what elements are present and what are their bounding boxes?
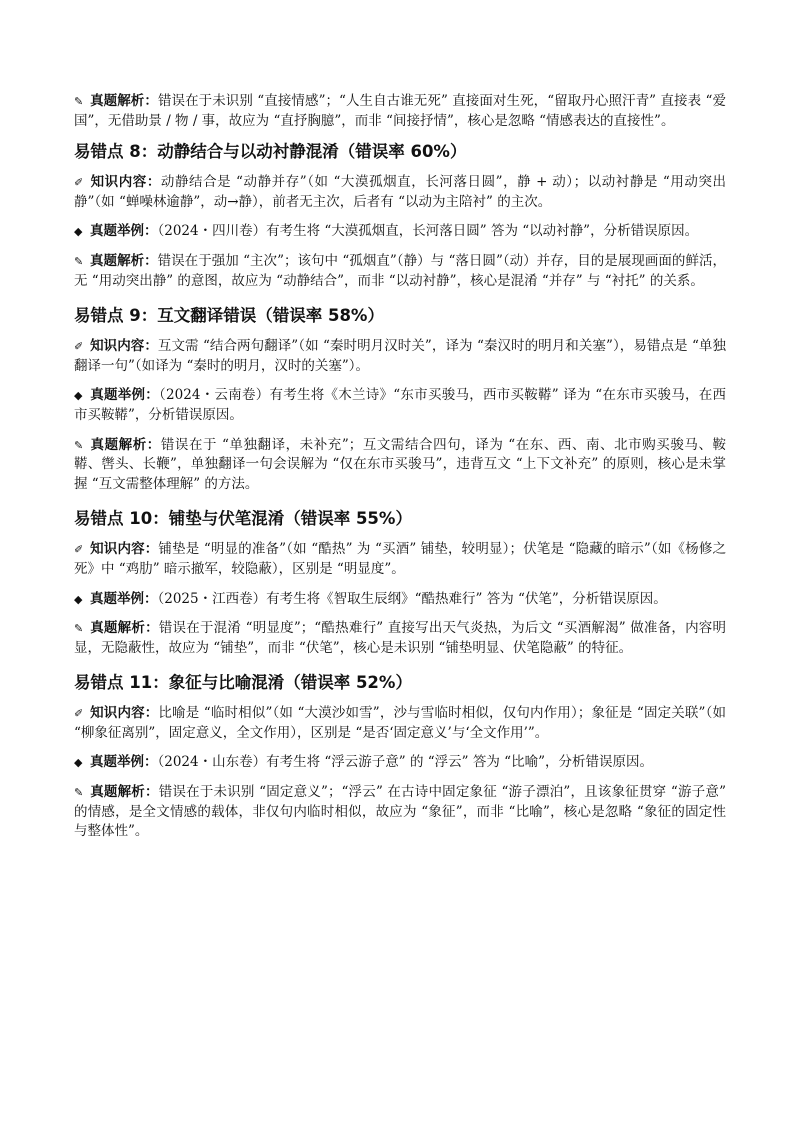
knowledge-label: 知识内容： — [90, 338, 158, 355]
pencil-icon: ✎ — [74, 622, 84, 636]
example-paragraph — [74, 222, 726, 242]
diamond-bullet-icon: ◆ — [74, 756, 83, 770]
pen-icon: ✐ — [74, 176, 84, 190]
example-label: 真题举例： — [90, 754, 158, 771]
knowledge-text: 互文需 “结合两句翻译”（如 “秦时明月汉时关”，译为 “秦汉时的明月和关塞”），易错点是 “单独翻译一句”（如译为 “秦时的明月，汉时的关塞”）。 — [74, 338, 726, 374]
knowledge-paragraph — [74, 704, 726, 743]
example-text: （2024・云南卷）有考生将《木兰诗》“东市买骏马，西市买鞍鞯” 译为 “在东市买骏马，在西市买鞍鞯”，分析错误原因。 — [74, 387, 726, 423]
analysis-text: 错误在于未识别 “固定意义”；“浮云” 在古诗中固定象征 “游子漂泊”，且该象征贯穿 “游子意” 的情感，是全文情感的载体，非仅句内临时相似，故应为 “象征”，而非 “比喻”，核心是忽略 “象征的固定性与整体性”。 — [74, 784, 726, 840]
example-label: 真题举例： — [90, 387, 160, 404]
example-text: （2025・江西卷）有考生将《智取生辰纲》“酷热难行” 答为 “伏笔”，分析错误原因。 — [157, 590, 667, 607]
knowledge-text: 比喻是 “临时相似”（如 “大漠沙如雪”，沙与雪临时相似，仅句内作用）；象征是 “固定关联”（如 “柳象征离别”，固定意义，全文作用），区别是 “是否‘固定意义’与‘全文作用’”。 — [74, 705, 726, 741]
document-page — [74, 92, 726, 852]
pencil-icon: ✎ — [74, 438, 84, 452]
example-paragraph — [74, 386, 726, 425]
knowledge-text: 动静结合是 “动静并存”（如 “大漠孤烟直，长河落日圆”，静 + 动）；以动衬静是 “用动突出静”（如 “蝉噪林逾静”，动→静），前者无主次，后者有 “以动为主陪衬” 的主次。 — [74, 174, 727, 210]
pen-icon: ✐ — [74, 707, 84, 721]
knowledge-text: 铺垫是 “明显的准备”（如 “酷热” 为 “买酒” 铺垫，较明显）；伏笔是 “隐藏的暗示”（如《杨修之死》中 “鸡肋” 暗示撤军，较隐蔽），区别是 “明显度”。 — [74, 541, 726, 577]
analysis-text: 错误在于未识别 “直接情感”；“人生自古谁无死” 直接面对生死，“留取丹心照汗青” 直接表 “爱国”，无借助景 / 物 / 事，故应为 “直抒胸臆”，而非 “间接抒情”，核心是忽略 “情感表达的直接性”。 — [74, 93, 726, 129]
analysis-label: 真题解析： — [90, 436, 161, 453]
analysis-text: 错误在于 “单独翻译，未补充”；互文需结合四句，译为 “在东、西、南、北市购买骏马、鞍鞯、辔头、长鞭”，单独翻译一句会误解为 “仅在东市买骏马”，违背互文 “上下文补充” 的原则，核心是未掌握 “互文需整体理解” 的方法。 — [74, 436, 727, 492]
knowledge-paragraph — [74, 540, 726, 579]
analysis-label: 真题解析： — [90, 784, 159, 801]
knowledge-paragraph — [74, 337, 726, 376]
section-11 — [74, 672, 726, 842]
knowledge-paragraph — [74, 173, 726, 212]
example-text: （2024・山东卷）有考生将 “浮云游子意” 的 “浮云” 答为 “比喻”，分析错误原因。 — [157, 754, 653, 771]
analysis-text: 错误在于强加 “主次”；该句中 “孤烟直”（静）与 “落日圆”（动）并存，目的是展现画面的鲜活，无 “用动突出静” 的意图，故应为 “动静结合”，而非 “以动衬静”，核心是混淆 “并存” 与 “衬托” 的关系。 — [74, 252, 726, 289]
pencil-icon: ✎ — [74, 95, 84, 108]
knowledge-label: 知识内容： — [90, 541, 159, 558]
pencil-icon: ✎ — [74, 786, 84, 800]
section-heading: 易错点 9：互文翻译错误（错误率 58%） — [74, 306, 384, 326]
example-paragraph — [74, 753, 726, 773]
diamond-bullet-icon: ◆ — [74, 592, 83, 606]
analysis-text: 错误在于混淆 “明显度”；“酷热难行” 直接写出天气炎热，为后文 “买酒解渴” 做准备，内容明显，无隐蔽性，故应为 “铺垫”，而非 “伏笔”，核心是未识别 “铺垫明显、伏笔隐蔽” 的特征。 — [74, 620, 727, 656]
section-heading: 易错点 8：动静结合与以动衬静混淆（错误率 60%） — [74, 142, 467, 162]
diamond-bullet-icon: ◆ — [74, 389, 83, 403]
example-paragraph — [74, 590, 726, 610]
diamond-bullet-icon: ◆ — [74, 225, 83, 239]
example-label: 真题举例： — [90, 223, 158, 240]
knowledge-label: 知识内容： — [90, 174, 161, 191]
analysis-paragraph — [74, 252, 726, 291]
knowledge-label: 知识内容： — [90, 705, 159, 722]
example-text: （2024・四川卷）有考生将 “大漠孤烟直，长河落日圆” 答为 “以动衬静”，分析错误原因。 — [157, 223, 699, 240]
section-heading: 易错点 11：象征与比喻混淆（错误率 52%） — [74, 673, 412, 693]
section-heading: 易错点 10：铺垫与伏笔混淆（错误率 55%） — [74, 509, 412, 529]
pencil-icon: ✎ — [74, 254, 84, 268]
pen-icon: ✐ — [74, 340, 84, 354]
section-9 — [74, 305, 726, 494]
analysis-paragraph — [74, 436, 726, 495]
analysis-paragraph — [74, 619, 726, 658]
section-10 — [74, 508, 726, 658]
analysis-paragraph — [74, 783, 726, 842]
analysis-label: 真题解析： — [90, 252, 158, 269]
intro-analysis-paragraph — [74, 92, 726, 131]
analysis-label: 真题解析： — [90, 620, 159, 637]
analysis-label: 真题解析： — [90, 93, 158, 109]
section-8 — [74, 141, 726, 291]
example-label: 真题举例： — [90, 590, 158, 607]
pen-icon: ✐ — [74, 543, 84, 557]
